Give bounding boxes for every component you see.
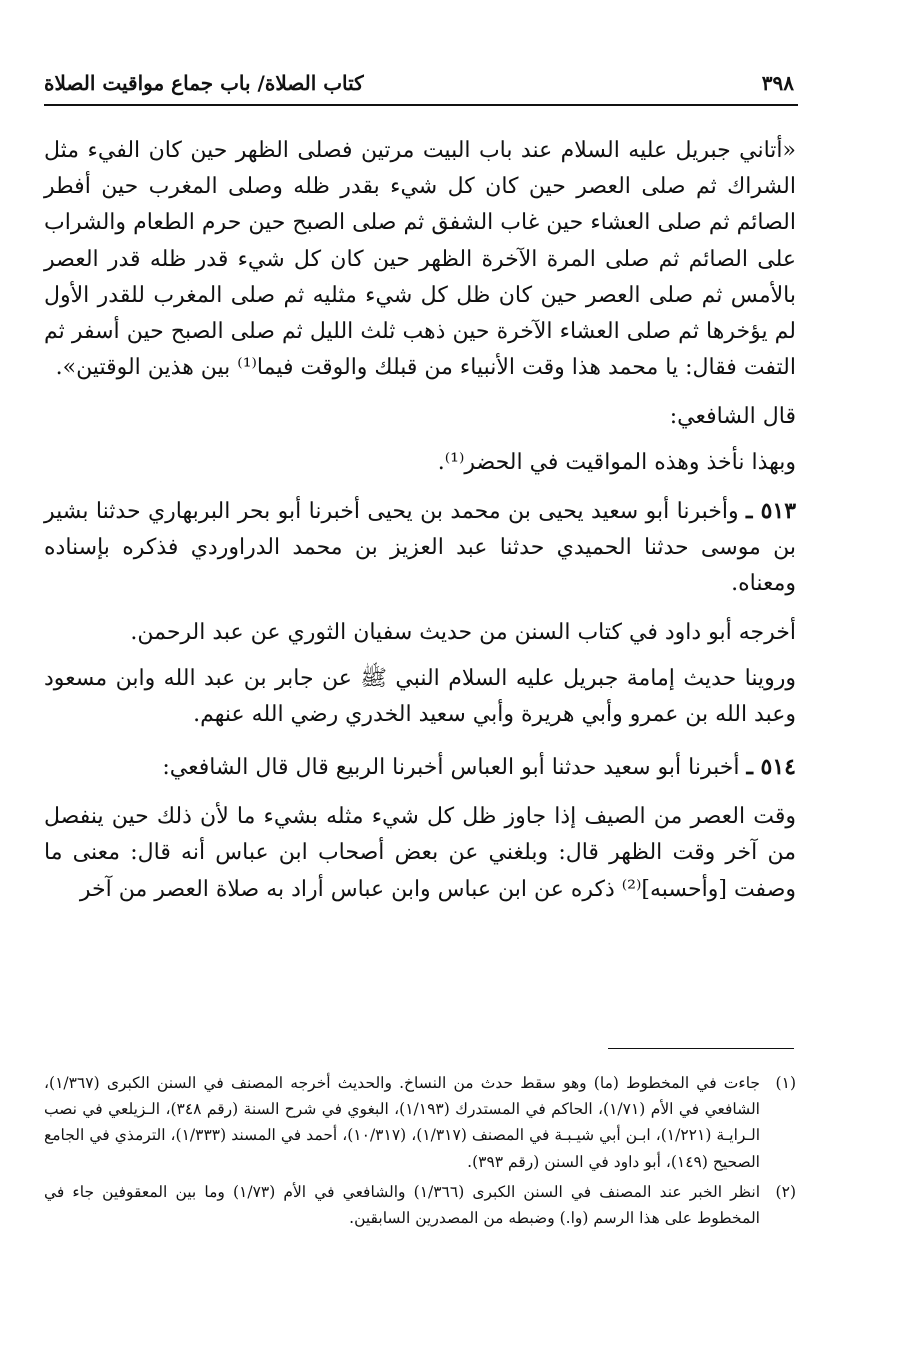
footnote-marker: (١) (775, 1074, 796, 1092)
shafii-statement-paragraph: وبهذا نأخذ وهذه المواقيت في الحضر⁽¹⁾. (437, 449, 796, 475)
narration-513-paragraph: ٥١٣ ـ وأخبرنا أبو سعيد يحيى بن محمد بن يحيى أخبرنا أبو بحر البربهاري حدثنا بشير بن موسى حدثنا الحميدي حدثنا عبد العزيز بن محمد الدراوردي فذكره بإسناده ومعناه. (44, 497, 797, 597)
hadith-text-paragraph: «أتاني جبريل عليه السلام عند باب البيت مرتين فصلى الظهر حين كان الفيء مثل الشراك ثم صلى العصر حين كان كل شيء بقدر ظله وصلى المغرب حين أفطر الصائم ثم صلى العشاء حين غاب الشفق ثم صلى الصبح حين حرم الطعام والشراب على الصائم ثم صلى المرة الآخرة الظهر حين كان كل شيء قدر ظله قدر العصر بالأمس ثم صلى العصر حين كان ظل كل شيء مثليه ثم صلى المغرب للقدر الأول لم يؤخرها ثم صلى العشاء الآخرة حين ذهب ثلث الليل ثم صلى الصبح حين أسفر ثم التفت فقال: يا محمد هذا وقت الأنبياء من قبلك والوقت فيما⁽¹⁾ بين هذين الوقتين». (44, 138, 796, 381)
shafii-said-line: قال الشافعي: (669, 404, 796, 430)
header-divider (44, 104, 798, 106)
footnote-text: انظر الخبر عند المصنف في السنن الكبرى (١/٣٦٦) والشافعي في الأم (١/٧٣) وما بين المعقوفين جاء في المخطوط على هذا الرسم (وا.) وضبطه من المصدرين السابقين. (44, 1182, 760, 1228)
asr-time-paragraph: وقت العصر من الصيف إذا جاوز ظل كل شيء مثله بشيء ما لأن ذلك حين ينفصل من آخر وقت الظهر قال: وبلغني عن بعض أصحاب ابن عباس أنه قال: معنى ما وصفت [وأحسبه]⁽²⁾ ذكره عن ابن عباس وابن عباس أراد به صلاة العصر من آخر (44, 804, 796, 902)
narration-number: ٥١٤ ـ (746, 754, 796, 781)
main-text (44, 132, 796, 908)
running-title: كتاب الصلاة/ باب جماع مواقيت الصلاة (44, 71, 364, 95)
footnote-divider (608, 1048, 794, 1049)
footnote-2 (44, 1179, 796, 1231)
narration-514-paragraph: ٥١٤ ـ أخبرنا أبو سعيد حدثنا أبو العباس أخبرنا الربيع قال قال الشافعي: (162, 754, 796, 781)
page-header (44, 66, 794, 100)
narration-number: ٥١٣ ـ (746, 497, 797, 524)
takhrij-paragraph: أخرجه أبو داود في كتاب السنن من حديث سفيان الثوري عن عبد الرحمن. (130, 620, 796, 646)
footnotes (44, 1070, 796, 1231)
footnote-text: جاءت في المخطوط (ما) وهو سقط حدث من النساخ. والحديث أخرجه المصنف في السنن الكبرى (١/٣٦٧)، الشافعي في الأم (١/٧١)، الحاكم في المستدرك (١/١٩٣)، البغوي في شرح السنة (رقم ٣٤٨)، الـزيلعي في نصب الـرايـة (١/٢٢١)، ابـن أبي شيـبـة في المصنف (١/٣١٧)، (١٠/٣١٧)، أحمد في المسند (١/٣٣٣)، الترمذي في الجامع الصحيح (١٤٩)، أبو داود في السنن (رقم ٣٩٣). (44, 1074, 760, 1171)
footnote-1 (44, 1070, 796, 1175)
footnote-marker: (٢) (775, 1182, 796, 1201)
riwaya-paragraph: وروينا حديث إمامة جبريل عليه السلام النبي ﷺ عن جابر بن عبد الله وابن مسعود وعبد الله بن عمرو وأبي هريرة وأبي سعيد الخدري رضي الله عنهم. (44, 665, 796, 727)
page-number: ٣٩٨ (761, 71, 794, 95)
